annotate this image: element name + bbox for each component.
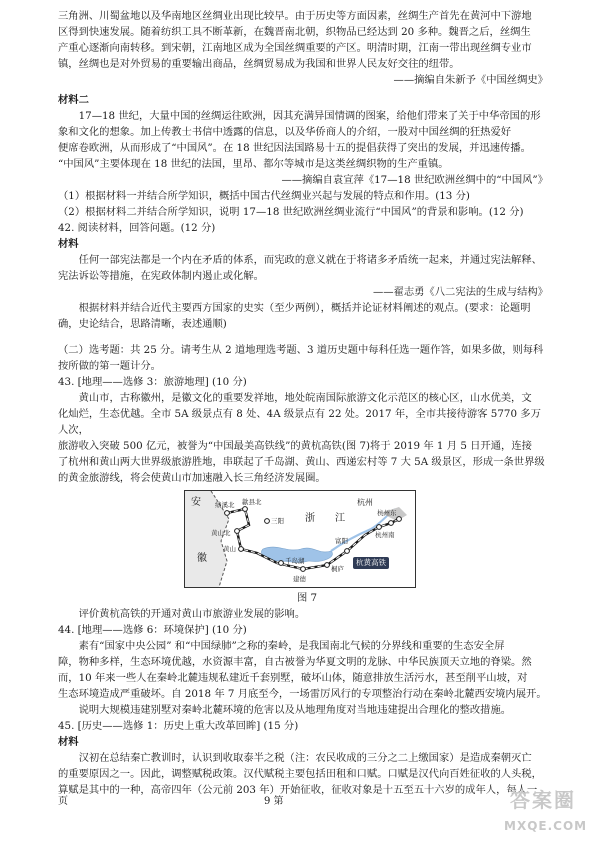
source-citation: ——摘编自袁宣萍《17—18 世纪欧洲丝绸中的“中国风”》 [281,174,548,186]
station-label: 千岛湖 [285,557,305,565]
province-label: 浙 [305,513,315,524]
text-line: 的黄金旅游线，将会使黄山市加速融入长三角经济发展圈。 [58,472,326,484]
text-line: 按所做的第一题计分。 [58,360,161,372]
text-line: 区得到快速发展。随着纺织工具不断革新，在魏晋南北朝，织物品已经达到 20 多种。魏晋之后，丝绸生 [58,26,531,38]
text-line: 汉初在总结秦亡教训时，认识到收取泰半之税（注：农民收成的三分之二上缴国家）是造成秦朝灭亡 [78,752,532,764]
watermark-text: 答案圈 [510,788,576,812]
text-line: “中国风”主要体现在 18 世纪的法国，里昂、都尔等城市是这类丝绸织物的生产重镇。 [58,158,449,170]
station-label: 杭州东 [377,509,397,517]
figure-caption: 图 7 [296,592,318,604]
question-heading: 42. 阅读材料，回答问题。(12 分) [58,222,216,234]
watermark-url: MXQE.COM [504,819,588,833]
text-line: 而，10 年来一些人在秦岭北麓违规私建近千套别墅，破坏山体，随意排放生活污水，甚至削平山坡，对 [58,672,528,684]
question-heading: 44. [地理——选修 6：环境保护] (10 分) [58,624,247,636]
page-footer [58,794,548,810]
station-label: 杭州南 [375,531,395,539]
question-line: （1）根据材料一并结合所学知识，概括中国古代丝绸业兴起与发展的特点和作用。(13 分) [58,190,470,202]
text-line: 的重要原因之一。因此，调整赋税政策。汉代赋税主要包括田租和口赋。口赋是汉代向百姓征收的人头税， [58,768,542,780]
text-line: 17—18 世纪，大量中国的丝绸运往欧洲，因其充满异国情调的图案，给他们带来了关于中华帝国的形 [78,110,541,122]
section-heading: （二）选考题：共 25 分。请考生从 2 道地理选考题、3 道历史题中每科任选一题作答，如果多做，则每科 [58,344,544,356]
text-line: 生态环境造成严重破坏。自 2018 年 7 月底至今，一场雷厉风行的专项整治行动在秦岭北麓西安境内展开。 [58,688,547,700]
question-line: 说明大规模违建别墅对秦岭北麓环境的危害以及从地理角度对当地违建提出合理化的整改措施。 [78,704,512,716]
text-line: 根据材料并结合近代主要西方国家的史实（至少两例），概括并论证材料阐述的观点。(要求：论题明 [78,302,531,314]
station-label: 建德 [293,575,306,583]
watermark-logo [492,788,588,836]
text-line: 三角洲、川蜀盆地以及华南地区丝绸业出现比较早。由于历史等方面因素，丝绸生产首先在黄河中下游地 [58,10,532,22]
station-label: 杭州 [357,498,373,507]
question-heading: 43. [地理——选修 3：旅游地理] (10 分) [58,376,247,388]
material-heading: 材料 [58,736,79,748]
text-line: 象和文化的想象。加上传教士书信中透露的信息，以及华侨商人的介绍，一股对中国丝绸的狂热爱好 [58,126,512,138]
station-label: 黄山北 [211,529,231,537]
province-label: 安 [191,497,201,508]
material-heading: 材料 [58,238,79,250]
question-line: （2）根据材料二并结合所学知识，说明 17—18 世纪欧洲丝绸业流行“中国风”的背景和影响。(12 分) [58,206,524,218]
station-label: 富阳 [335,537,348,545]
question-line: 评价黄杭高铁的开通对黄山市旅游业发展的影响。 [78,608,306,620]
text-line: 任何一部宪法都是一个内在矛盾的体系，而宪政的意义就在于将诸多矛盾统一起来，并通过宪法解释、 [78,254,542,266]
station-label: 绩溪北 [215,501,235,509]
text-line: 旅游收入突破 500 亿元，被誉为“中国最美高铁线”的黄杭高铁(图 7)将于 2019 年 1 月 5 日开通，连接 [58,440,532,452]
material-heading: 材料二 [58,94,89,106]
text-line: 化灿烂，生态优越。全市 5A 级景点有 8 处、4A 级景点有 22 处。2017 年，全市共接待游客 5770 多万人次， [58,408,541,436]
page-number: 9 第 [264,796,284,807]
text-line: 障，物种多样，生态环境优越，水资源丰富，自古被誉为华夏文明的龙脉、中华民族顶天立地的脊梁。然 [58,656,532,668]
text-line: 产重心逐渐向南转移。到宋朝，江南地区成为全国丝绸重要的产区。明清时期，江南一带出现丝绸专业市 [58,42,532,54]
railway-name-badge: 杭黄高铁 [353,557,389,569]
station-label: 三阳 [271,517,284,525]
text-line: 了杭州和黄山两大世界级旅游胜地，串联起了千岛湖、黄山、西递宏村等 7 大 5A 级景区，形成一条世界级 [58,456,545,468]
text-line: 便席卷欧洲，从而形成了“中国风”。在 18 世纪因法国路易十五的提倡获得了突出的发展，并迅速传播。 [58,142,531,154]
question-heading: 45. [历史——选修 1：历史上重大改革回眸] (15 分) [58,720,299,732]
exam-page [58,8,548,798]
source-citation: ——摘编自朱新予《中国丝绸史》 [393,74,548,86]
text-line: 黄山市，古称徽州，是徽文化的重要发祥地，地处皖南国际旅游文化示范区的核心区，山水优美，文 [78,392,532,404]
station-label: 歙县北 [242,498,262,506]
province-label: 江 [335,513,345,524]
footer-left: 页 [58,796,68,807]
province-label: 徽 [197,553,207,564]
railway-map [184,490,416,588]
text-line: 确，史论结合，思路清晰，表述通顺) [58,318,227,330]
source-citation: ——翟志勇《八二宪法的生成与结构》 [372,286,548,298]
text-line: 素有“国家中央公园” 和“中国绿肺”之称的秦岭，是我国南北气候的分界线和重要的生态安全屏 [78,640,505,652]
station-label: 黄山 [223,545,236,553]
station-label: 桐庐 [331,565,344,573]
text-line: 宪法诉讼等措施，在宪政体制内遏止或化解。 [58,270,264,282]
text-line: 镇，丝绸也是对外贸易的重要输出商品，丝绸贸易成为我国和世界人民友好交往的纽带。 [58,58,460,70]
text-line: 算赋是其中的一种，高帝四年（公元前 203 年）开始征收，征收对象是十五至五十六岁的成年人，每人一 [58,784,538,796]
